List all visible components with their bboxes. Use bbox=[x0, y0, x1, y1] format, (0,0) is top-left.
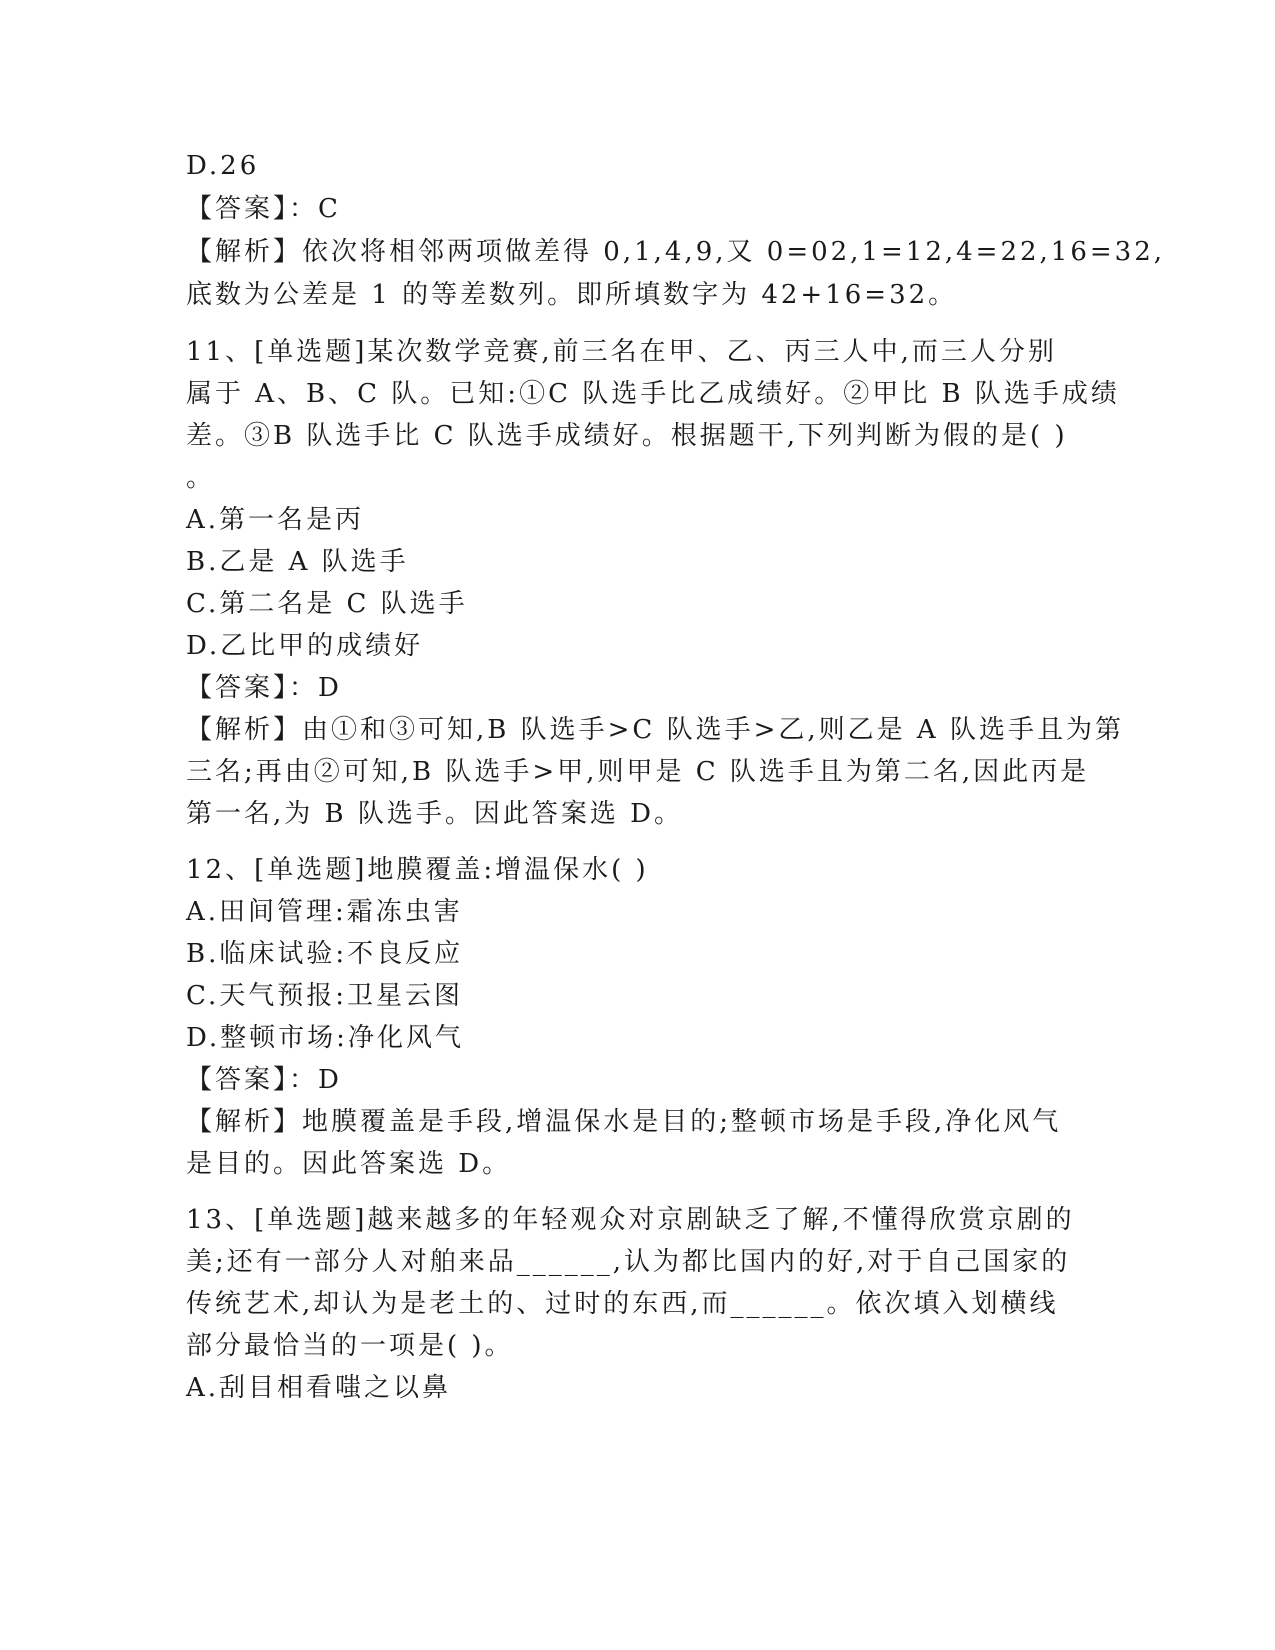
q11-analysis-line-3: 第一名,为 B 队选手。因此答案选 D。 bbox=[186, 799, 684, 829]
q11-option-b: B.乙是 A 队选手 bbox=[186, 547, 409, 577]
q13-stem-line-3: 传统艺术,却认为是老土的、过时的东西,而______。依次填入划横线 bbox=[186, 1289, 1059, 1319]
q13-option-a: A.刮目相看嗤之以鼻 bbox=[186, 1373, 452, 1403]
q12-option-b: B.临床试验:不良反应 bbox=[186, 939, 464, 969]
q11-option-a: A.第一名是丙 bbox=[186, 505, 365, 535]
q12-option-d: D.整顿市场:净化风气 bbox=[186, 1023, 464, 1053]
q11-stem-line-3: 差。③B 队选手比 C 队选手成绩好。根据题干,下列判断为假的是( ) bbox=[186, 421, 1068, 451]
analysis-text: 由①和③可知,B 队选手>C 队选手>乙,则乙是 A 队选手且为第 bbox=[302, 715, 1124, 745]
analysis-text: 依次将相邻两项做差得 0,1,4,9,又 0=02,1=12,4=22,16=32, bbox=[302, 237, 1166, 267]
q11-answer bbox=[186, 671, 342, 705]
q12-option-c: C.天气预报:卫星云图 bbox=[186, 981, 463, 1011]
q13-stem-line-4: 部分最恰当的一项是( )。 bbox=[186, 1331, 514, 1361]
q12-option-a: A.田间管理:霜冻虫害 bbox=[186, 897, 463, 927]
q10-analysis-line-2: 底数为公差是 1 的等差数列。即所填数字为 42+16=32。 bbox=[186, 280, 958, 310]
q11-analysis-line-2: 三名;再由②可知,B 队选手>甲,则甲是 C 队选手且为第二名,因此丙是 bbox=[186, 757, 1090, 787]
q10-analysis-line-1 bbox=[186, 235, 1165, 269]
q11-stem-line-2: 属于 A、B、C 队。已知:①C 队选手比乙成绩好。②甲比 B 队选手成绩 bbox=[186, 379, 1120, 409]
q12-analysis-line-2: 是目的。因此答案选 D。 bbox=[186, 1149, 512, 1179]
answer-value: C bbox=[318, 194, 341, 224]
q11-stem-line-1: 11、[单选题]某次数学竞赛,前三名在甲、乙、丙三人中,而三人分别 bbox=[186, 337, 1057, 367]
q11-option-d: D.乙比甲的成绩好 bbox=[186, 631, 424, 661]
q13-stem-line-2: 美;还有一部分人对舶来品______,认为都比国内的好,对于自己国家的 bbox=[186, 1247, 1071, 1277]
analysis-label: 【解析】 bbox=[186, 1107, 303, 1137]
q13-stem-line-1: 13、[单选题]越来越多的年轻观众对京剧缺乏了解,不懂得欣赏京剧的 bbox=[186, 1205, 1075, 1235]
answer-label: 【答案】： bbox=[186, 194, 319, 224]
analysis-label: 【解析】 bbox=[186, 715, 303, 745]
analysis-label: 【解析】 bbox=[186, 237, 303, 267]
q11-analysis-line-1 bbox=[186, 713, 1124, 747]
q11-stem-line-4: 。 bbox=[186, 463, 216, 493]
q10-option-d: D.26 bbox=[186, 151, 260, 181]
answer-label: 【答案】： bbox=[186, 673, 319, 703]
answer-label: 【答案】： bbox=[186, 1065, 319, 1095]
analysis-text: 地膜覆盖是手段,增温保水是目的;整顿市场是手段,净化风气 bbox=[302, 1107, 1062, 1137]
q12-stem: 12、[单选题]地膜覆盖:增温保水( ) bbox=[186, 855, 649, 885]
answer-value: D bbox=[318, 1065, 342, 1095]
answer-value: D bbox=[318, 673, 342, 703]
q12-answer bbox=[186, 1063, 342, 1097]
q12-analysis-line-1 bbox=[186, 1105, 1061, 1139]
q11-option-c: C.第二名是 C 队选手 bbox=[186, 589, 468, 619]
q10-answer bbox=[186, 192, 341, 226]
